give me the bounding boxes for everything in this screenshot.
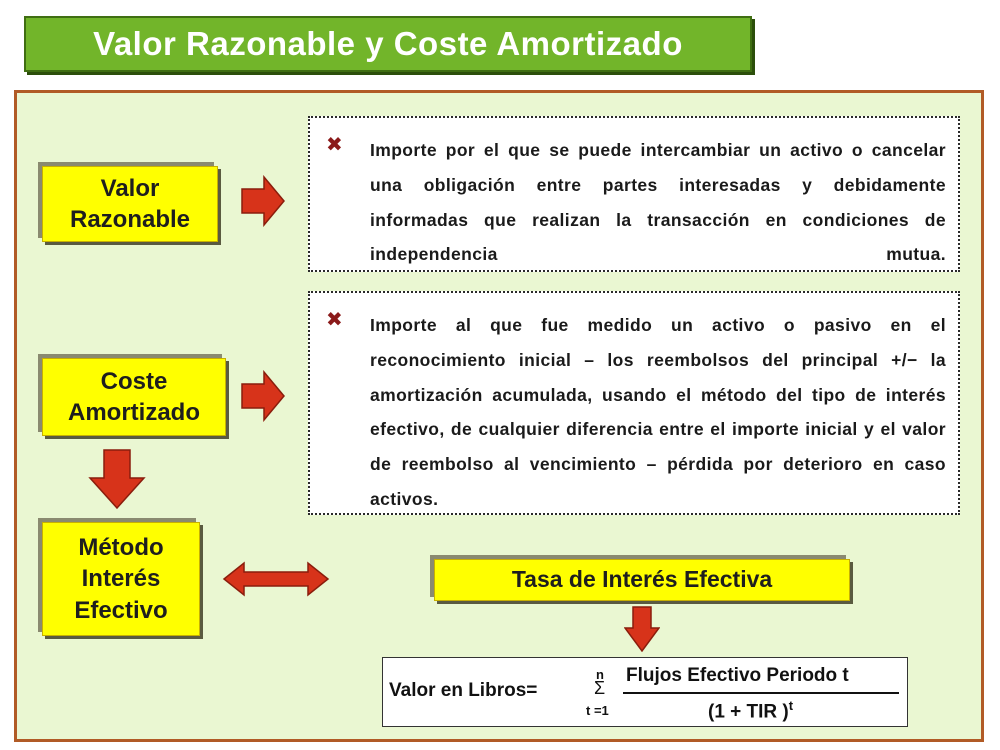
formula-denominator-wrap	[708, 698, 793, 723]
formula-lhs: Valor en Libros=	[389, 680, 538, 701]
fraction-line	[623, 692, 899, 694]
formula-sum-lower: t =1	[586, 703, 609, 718]
double-arrow-icon	[222, 560, 330, 598]
valor-razonable-line-1: Valor	[100, 174, 160, 202]
down-arrow-icon	[624, 606, 660, 652]
cross-bullet-icon: ✖	[326, 134, 343, 156]
page-title: Valor Razonable y Coste Amortizado	[24, 16, 752, 72]
metodo-line-1: Método	[78, 534, 164, 562]
formula-box	[382, 657, 908, 727]
sigma-icon: Σ	[594, 678, 606, 698]
right-arrow-icon	[240, 370, 286, 422]
metodo-line-2: Interés	[81, 565, 161, 593]
coste-amortizado-line-2: Amortizado	[68, 399, 200, 426]
valor-razonable-definition	[308, 116, 960, 272]
coste-amortizado-box	[42, 358, 226, 436]
right-arrow-icon	[240, 175, 286, 227]
cross-bullet-icon: ✖	[326, 309, 343, 331]
formula-sum-upper: n	[596, 667, 604, 682]
metodo-interes-box	[42, 522, 200, 636]
metodo-line-3: Efectivo	[74, 596, 168, 624]
coste-amortizado-definition	[308, 291, 960, 515]
formula-denominator: (1 + TIR )	[708, 701, 789, 723]
coste-amortizado-line-1: Coste	[100, 367, 168, 395]
formula-exponent: t	[788, 698, 794, 713]
coste-amortizado-definition-text: Importe al que fue medido un activo o pasivo en el reconocimiento inicial – los reembolsos del principal +/− la amortización acumulada, usando el método del tipo de interés efectivo, de cualquier diferencia entre el importe inicial y el valor de reembolso al vencimiento – pérdida por deterioro en caso activos.	[370, 315, 946, 509]
down-arrow-icon	[88, 448, 146, 510]
tasa-label: Tasa de Interés Efectiva	[511, 566, 773, 593]
valor-razonable-line-2: Razonable	[69, 206, 191, 233]
valor-razonable-box	[42, 166, 218, 242]
formula-numerator: Flujos Efectivo Periodo t	[626, 665, 849, 686]
tasa-interes-box	[434, 559, 850, 601]
valor-razonable-definition-text: Importe por el que se puede intercambiar un activo o cancelar una obligación entre partes interesadas y debidamente informadas que realizan la transacción en condiciones de independencia mutua.	[370, 140, 946, 265]
